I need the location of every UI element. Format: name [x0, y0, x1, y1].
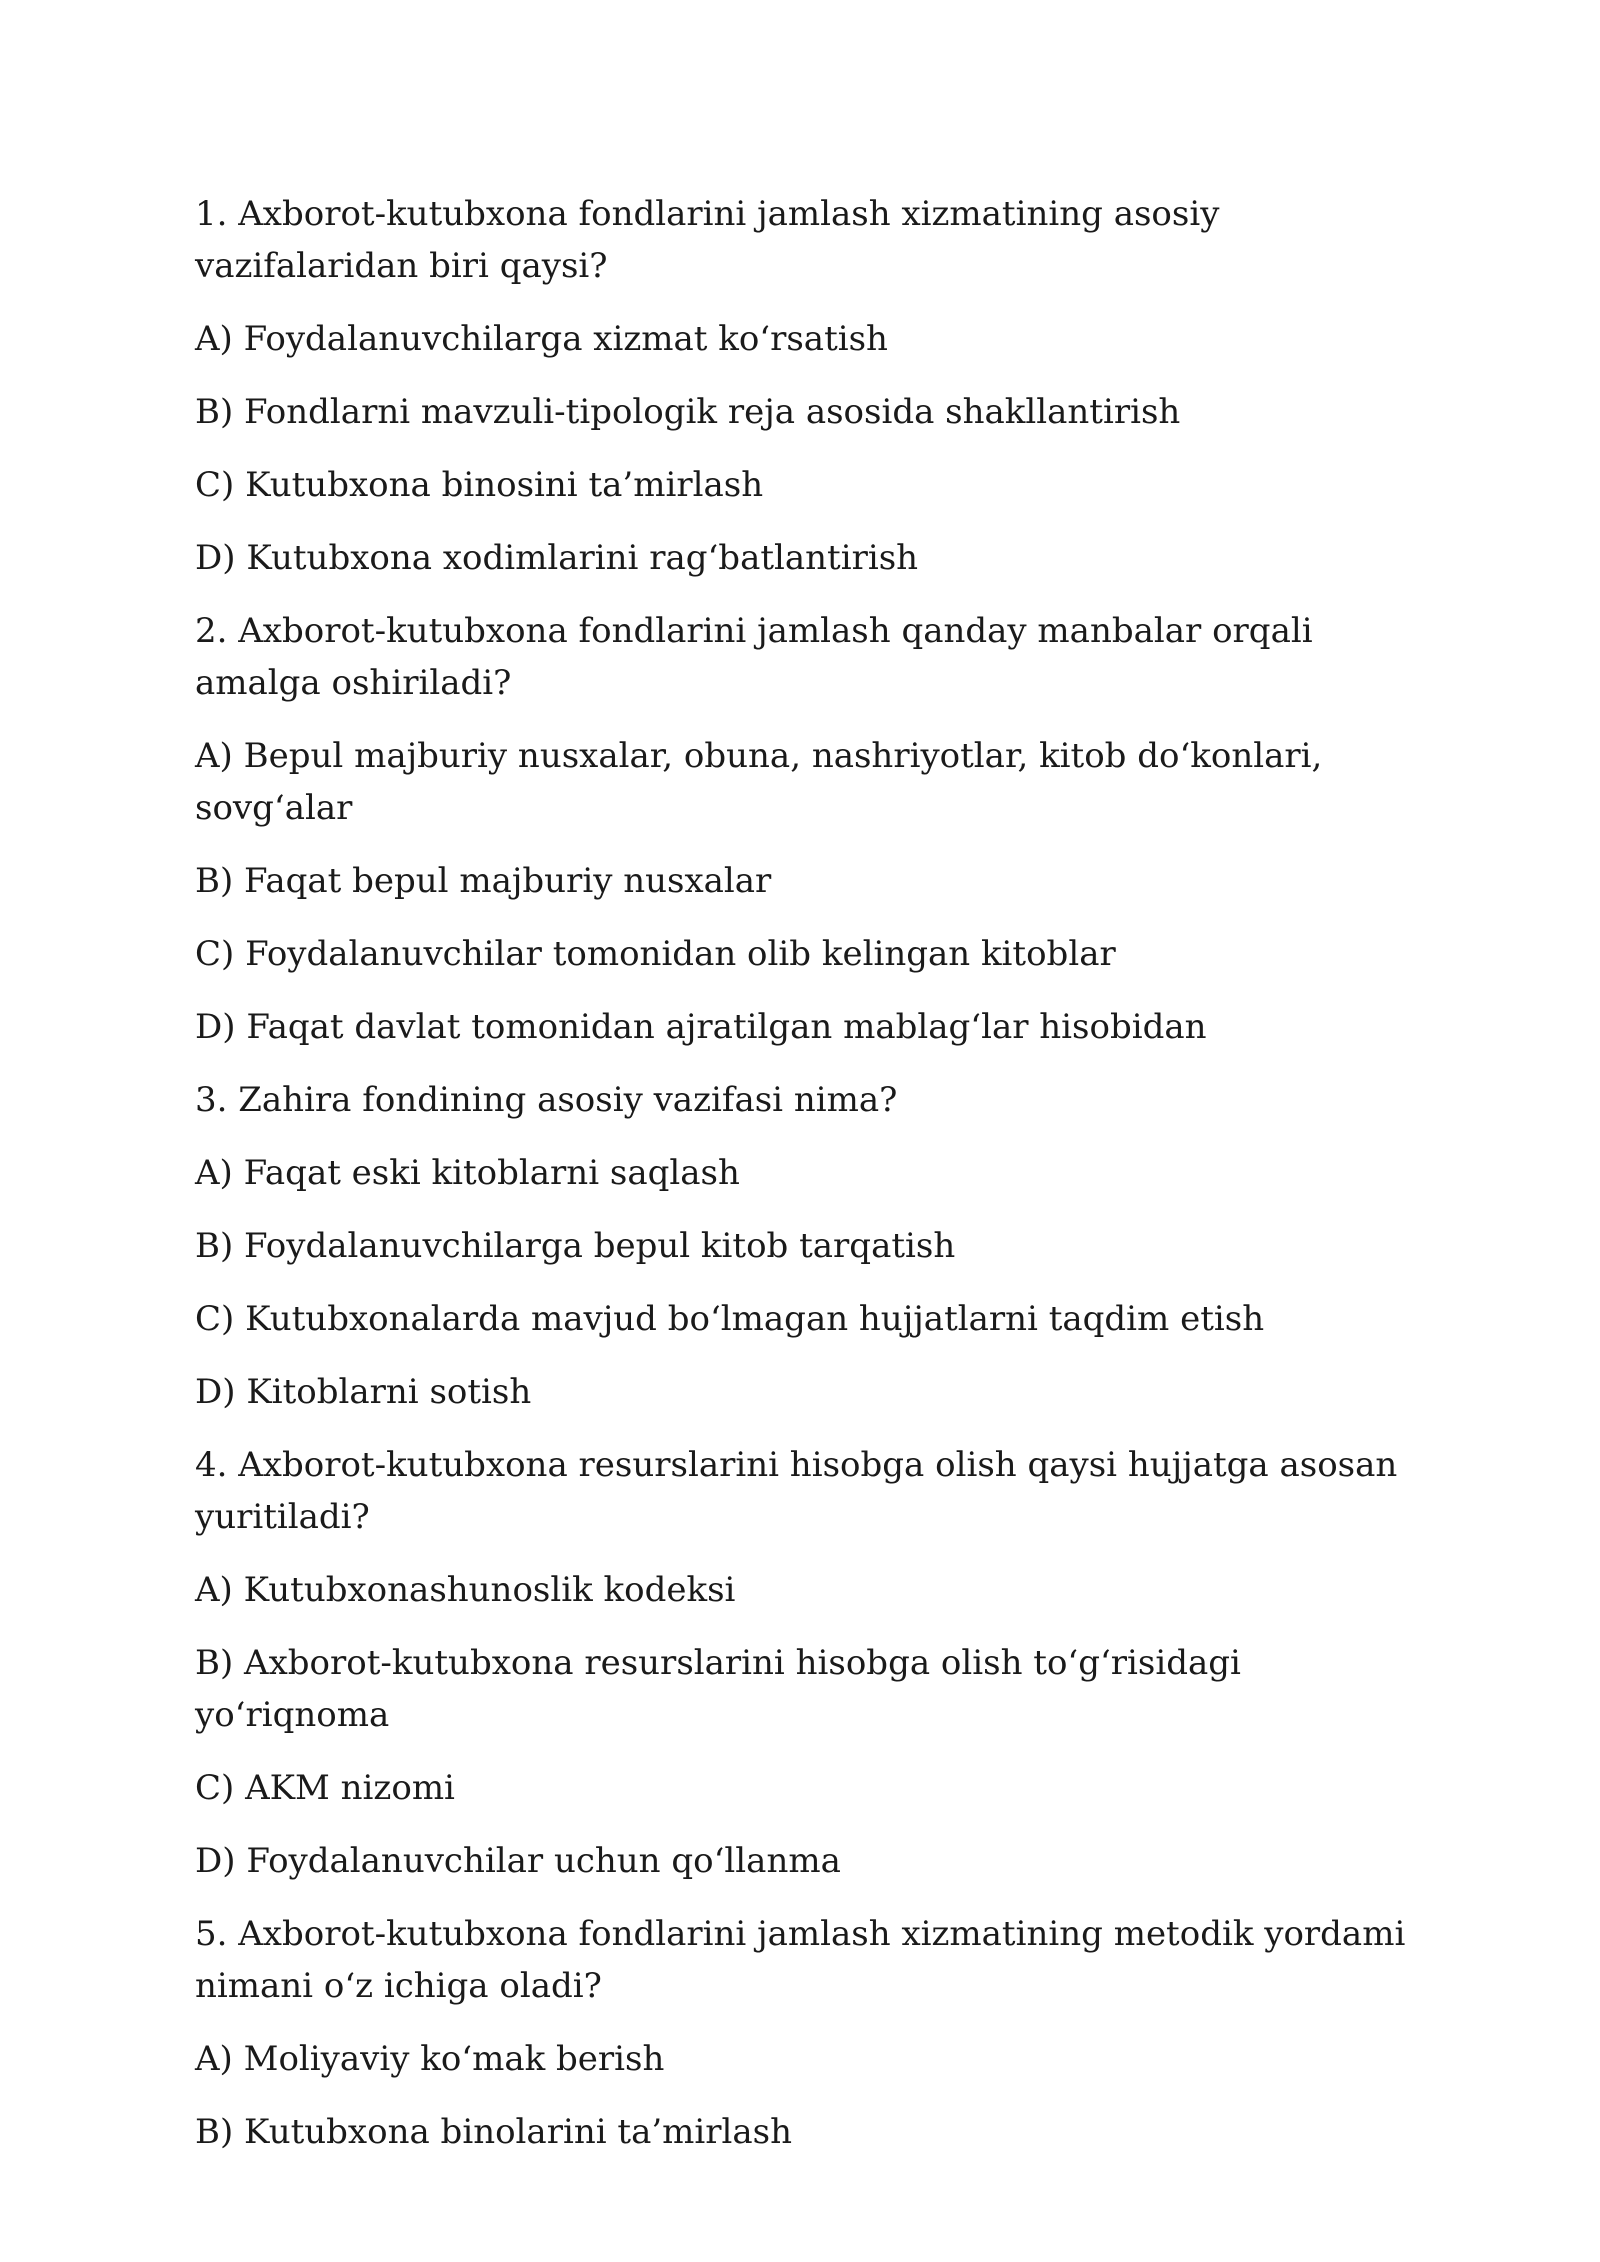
option-b: B) Foydalanuvchilarga bepul kitob tarqatish [195, 1226, 956, 1266]
option-d: D) Foydalanuvchilar uchun qo‘llanma [195, 1841, 841, 1881]
option-b: B) Fondlarni mavzuli-tipologik reja asosida shakllantirish [195, 392, 1181, 432]
option-d: D) Kutubxona xodimlarini rag‘batlantirish [195, 538, 919, 578]
question-4 [195, 1439, 1435, 1887]
question-text: 3. Zahira fondining asosiy vazifasi nima? [195, 1080, 898, 1120]
option-a: A) Bepul majburiy nusxalar, obuna, nashriyotlar, kitob do‘konlari, sovg‘alar [195, 736, 1323, 828]
option-c: C) Kutubxonalarda mavjud bo‘lmagan hujjatlarni taqdim etish [195, 1299, 1265, 1339]
question-2 [195, 605, 1435, 1053]
question-3 [195, 1074, 1435, 1418]
question-text: 5. Axborot-kutubxona fondlarini jamlash xizmatining metodik yordami nimani o‘z ichiga oladi? [195, 1914, 1406, 2006]
option-a: A) Kutubxonashunoslik kodeksi [195, 1570, 736, 1610]
question-5 [195, 1908, 1435, 2158]
question-1 [195, 188, 1435, 584]
option-d: D) Kitoblarni sotish [195, 1372, 532, 1412]
option-a: A) Moliyaviy ko‘mak berish [195, 2039, 665, 2079]
question-text: 4. Axborot-kutubxona resurslarini hisobga olish qaysi hujjatga asosan yuritiladi? [195, 1445, 1398, 1537]
document-page [195, 188, 1435, 2179]
option-c: C) Foydalanuvchilar tomonidan olib kelingan kitoblar [195, 934, 1116, 974]
option-b: B) Axborot-kutubxona resurslarini hisobga olish to‘g‘risidagi yo‘riqnoma [195, 1643, 1241, 1735]
option-d: D) Faqat davlat tomonidan ajratilgan mablag‘lar hisobidan [195, 1007, 1207, 1047]
question-text: 2. Axborot-kutubxona fondlarini jamlash qanday manbalar orqali amalga oshiriladi? [195, 611, 1313, 703]
option-c: C) AKM nizomi [195, 1768, 455, 1808]
option-c: C) Kutubxona binosini ta’mirlash [195, 465, 764, 505]
option-b: B) Faqat bepul majburiy nusxalar [195, 861, 772, 901]
option-b: B) Kutubxona binolarini ta’mirlash [195, 2112, 793, 2152]
option-a: A) Faqat eski kitoblarni saqlash [195, 1153, 740, 1193]
question-text: 1. Axborot-kutubxona fondlarini jamlash xizmatining asosiy vazifalaridan biri qaysi? [195, 194, 1220, 286]
option-a: A) Foydalanuvchilarga xizmat ko‘rsatish [195, 319, 888, 359]
